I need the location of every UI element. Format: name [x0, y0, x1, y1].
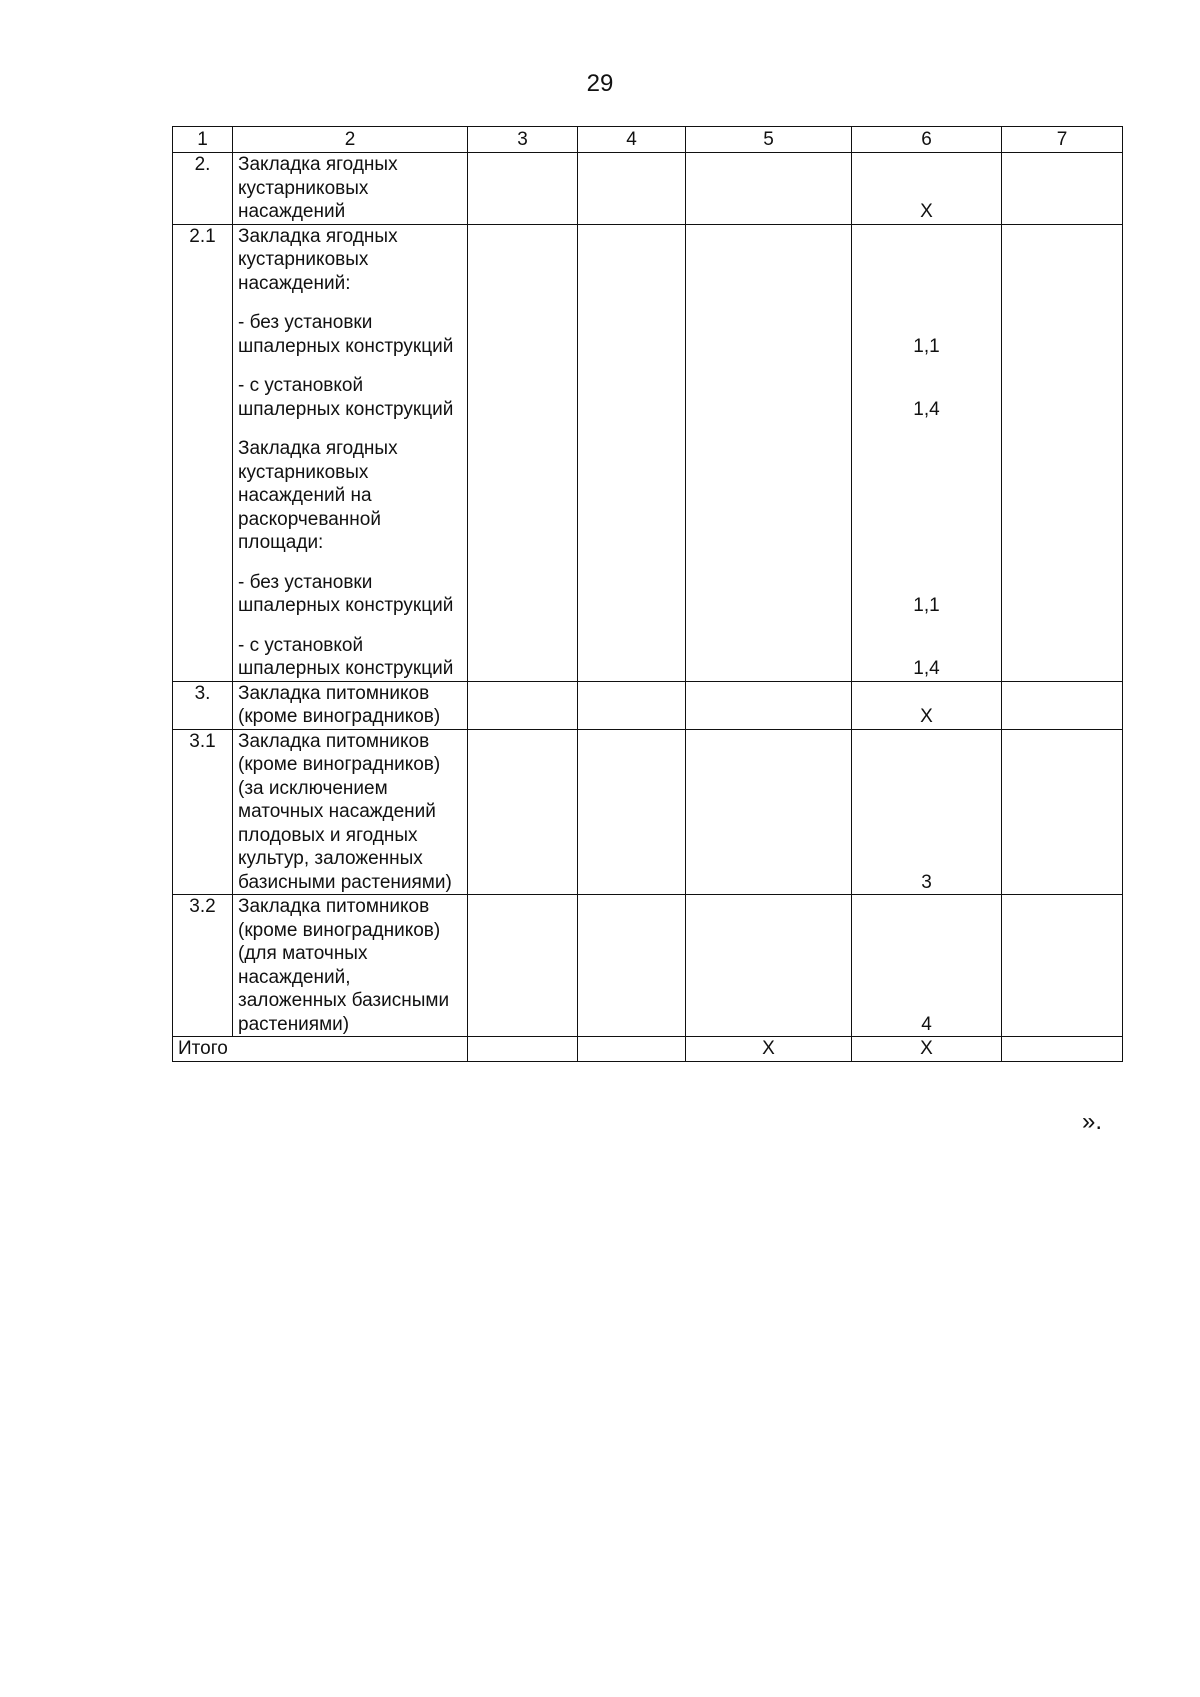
description-line: базисными растениями) [238, 871, 452, 893]
description-line: кустарниковых [238, 461, 369, 483]
description-line: шпалерных конструкций [238, 658, 454, 679]
description-line: Закладка питомников [238, 896, 430, 917]
description-line: - с установкой [238, 634, 364, 656]
table-row [173, 224, 1123, 681]
description-line: - без установки [238, 312, 373, 333]
empty-cell [578, 1037, 686, 1062]
description-line: - с установкой [238, 375, 364, 396]
description-line: Закладка ягодных [238, 154, 398, 175]
row-description [233, 153, 468, 225]
header-cell-2: 2 [233, 127, 468, 153]
coefficient-cell [852, 224, 1002, 681]
description-line: насаждений: [238, 272, 351, 294]
data-table [172, 126, 1123, 1062]
closing-quote: ». [1082, 1108, 1103, 1135]
total-row [173, 1037, 1123, 1062]
description-line: культур, заложенных [238, 848, 423, 869]
empty-cell [1002, 729, 1123, 895]
empty-cell [1002, 1037, 1123, 1062]
description-line: раскорчеванной [238, 508, 381, 530]
empty-cell [1002, 153, 1123, 225]
header-cell-5: 5 [686, 127, 852, 153]
description-line: - без установки [238, 571, 373, 593]
total-label: Итого [173, 1037, 468, 1062]
coefficient-cell: Х [852, 681, 1002, 729]
coefficient-value: 1,1 [913, 595, 940, 616]
row-number: 3. [173, 681, 233, 729]
coefficient-value: 1,1 [913, 335, 940, 357]
empty-cell [468, 729, 578, 895]
description-line: шпалерных конструкций [238, 595, 454, 616]
page-number: 29 [586, 70, 614, 97]
total-col5: Х [686, 1037, 852, 1062]
description-line: Закладка питомников [238, 682, 430, 704]
header-cell-1: 1 [173, 127, 233, 153]
coefficient-value: 1,4 [913, 398, 940, 420]
description-line: кустарниковых [238, 177, 369, 199]
row-description [233, 681, 468, 729]
header-cell-7: 7 [1002, 127, 1123, 153]
row-description [233, 224, 468, 681]
header-cell-6: 6 [852, 127, 1002, 153]
table-row [173, 681, 1123, 729]
empty-cell [578, 895, 686, 1037]
empty-cell [1002, 895, 1123, 1037]
empty-cell [686, 681, 852, 729]
empty-cell [468, 224, 578, 681]
header-cell-4: 4 [578, 127, 686, 153]
description-line: (для маточных [238, 943, 368, 964]
empty-cell [468, 1037, 578, 1062]
empty-cell [686, 895, 852, 1037]
empty-cell [1002, 224, 1123, 681]
empty-cell [578, 681, 686, 729]
empty-cell [686, 729, 852, 895]
description-line: (кроме виноградников) [238, 754, 441, 775]
coefficient-value: 1,4 [913, 658, 940, 679]
description-line: площади: [238, 532, 324, 553]
empty-cell [686, 153, 852, 225]
description-line: насаждений, [238, 966, 351, 988]
description-line: Закладка питомников [238, 730, 430, 752]
empty-cell [578, 224, 686, 681]
description-line: заложенных базисными [238, 990, 450, 1011]
empty-cell [1002, 681, 1123, 729]
description-line: (кроме виноградников) [238, 706, 441, 727]
table-row [173, 895, 1123, 1037]
row-description [233, 729, 468, 895]
description-line: (за исключением [238, 777, 388, 799]
row-number: 3.1 [173, 729, 233, 895]
row-description [233, 895, 468, 1037]
description-line: (кроме виноградников) [238, 919, 441, 941]
empty-cell [468, 153, 578, 225]
description-line: Закладка ягодных [238, 438, 398, 459]
empty-cell [578, 729, 686, 895]
total-col6: Х [852, 1037, 1002, 1062]
row-number: 2.1 [173, 224, 233, 681]
description-line: шпалерных конструкций [238, 398, 454, 420]
description-line: растениями) [238, 1013, 350, 1035]
row-number: 2. [173, 153, 233, 225]
description-line: шпалерных конструкций [238, 335, 454, 357]
empty-cell [468, 895, 578, 1037]
row-number: 3.2 [173, 895, 233, 1037]
header-cell-3: 3 [468, 127, 578, 153]
table-row [173, 153, 1123, 225]
description-line: насаждений [238, 201, 346, 222]
coefficient-cell: 4 [852, 895, 1002, 1037]
coefficient-cell: Х [852, 153, 1002, 225]
description-line: Закладка ягодных [238, 225, 398, 247]
table-header-row [173, 127, 1123, 153]
table-row [173, 729, 1123, 895]
description-line: плодовых и ягодных [238, 824, 418, 846]
description-line: насаждений на [238, 485, 372, 506]
description-line: кустарниковых [238, 249, 369, 270]
coefficient-cell: 3 [852, 729, 1002, 895]
empty-cell [578, 153, 686, 225]
empty-cell [468, 681, 578, 729]
description-line: маточных насаждений [238, 801, 436, 822]
empty-cell [686, 224, 852, 681]
